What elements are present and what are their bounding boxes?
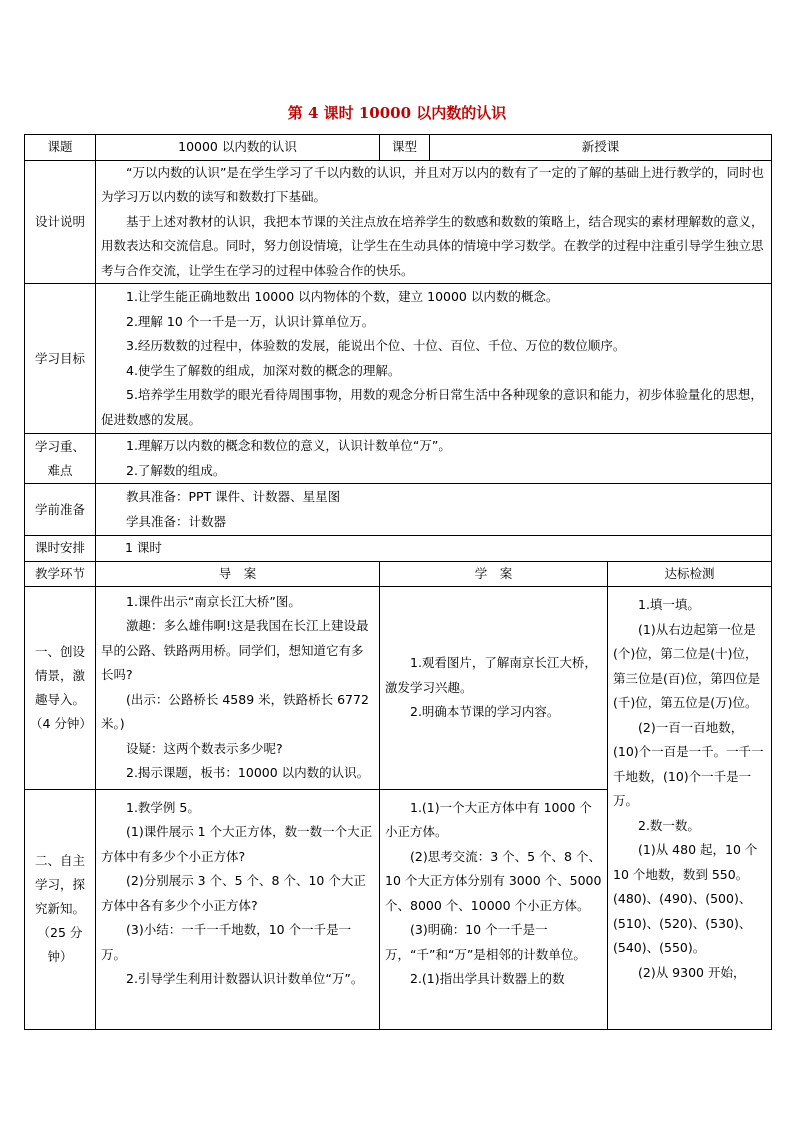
focus-content: [96, 434, 772, 484]
check-line: (480)、(490)、(500)、(510)、(520)、(530)、(540)、(550)。: [613, 891, 752, 955]
focus-item: 2.了解数的组成。: [126, 462, 226, 478]
guide-line: (1)课件展示 1 个大正方体，数一数一个大正方体中有多少个小正方体?: [101, 824, 373, 864]
stage1-label: 一、创设情景，激趣导入。（4 分钟）: [25, 587, 96, 790]
prep-label: 学前准备: [25, 484, 96, 536]
study-line: 2.(1)指出学具计数器上的数: [410, 971, 565, 987]
schedule-label: 课时安排: [25, 536, 96, 562]
guide-line: 2.揭示课题，板书：10000 以内数的认识。: [126, 765, 370, 781]
stage2-label: 二、自主学习，探究新知。（25 分钟）: [25, 789, 96, 1029]
guide-line: (出示：公路桥长 4589 米，铁路桥长 6772 米。): [101, 691, 369, 732]
design-paragraph: 基于上述对教材的认识，我把本节课的关注点放在培养学生的数感和数数的策略上，结合现实的素材理解数的意义，用数表达和交流信息。同时，努力创设情境，让学生在生动具体的情境中学习数学。在教学的过程中注重引导学生独立思考与合作交流，让学生在学习的过程中体验合作的快乐。: [101, 213, 764, 278]
guide-line: (2)分别展示 3 个、5 个、8 个、10 个大正方体中各有多少个小正方体?: [101, 873, 366, 913]
check-line: 1.填一填。: [638, 597, 700, 612]
guide-line: 激趣：多么雄伟啊!这是我国在长江上建设最早的公路、铁路两用桥。同学们，想知道它有多长吗?: [101, 618, 369, 683]
study-line: 1.(1)一个大正方体中有 1000 个小正方体。: [385, 799, 592, 840]
prep-item: 教具准备：PPT 课件、计数器、星星图: [126, 489, 341, 504]
prep-item: 学具准备：计数器: [126, 513, 227, 529]
header-study: 学 案: [380, 561, 608, 587]
design-content: [96, 160, 772, 284]
goal-item: 5.培养学生用数学的眼光看待周围事物，用数的观念分析日常生活中各种现象的意识和能力，初步体验量化的思想，促进数感的发展。: [101, 387, 763, 427]
type-label: 课型: [380, 135, 430, 161]
schedule-text: 1 课时: [125, 540, 162, 555]
stage2-study-content: [385, 790, 602, 1026]
focus-item: 1.理解万以内数的概念和数位的意义，认识计数单位“万”。: [126, 438, 451, 453]
check-content: [613, 587, 766, 1029]
stage2-study: [380, 789, 608, 1029]
check-line: (2)从 9300 开始，: [638, 964, 746, 980]
study-line: 2.明确本节课的学习内容。: [410, 704, 560, 720]
goal-item: 1.让学生能正确地数出 10000 以内物体的个数，建立 10000 以内数的概念。: [126, 289, 559, 304]
check-line: (1)从 480 起，10 个 10 个地数，数到 550。: [613, 842, 758, 882]
header-stage: 教学环节: [25, 561, 96, 587]
design-label: 设计说明: [25, 160, 96, 284]
topic-label: 课题: [25, 135, 96, 161]
check-column: [608, 587, 772, 1030]
guide-line: (3)小结：一千一千地数，10 个一千是一万。: [101, 922, 352, 962]
header-check: 达标检测: [608, 561, 772, 587]
study-line: (3)明确：10 个一千是一万，“千”和“万”是相邻的计数单位。: [385, 922, 586, 962]
study-line: 1.观看图片，了解南京长江大桥，激发学习兴趣。: [385, 655, 597, 695]
goals-label: 学习目标: [25, 284, 96, 434]
focus-label: 学习重、难点: [25, 434, 96, 484]
prep-content: [96, 484, 772, 536]
goals-content: [96, 284, 772, 434]
guide-line: 1.教学例 5。: [126, 799, 200, 815]
check-line: (2)一百一百地数，(10)个一百是一千。一千一千地数，(10)个一千是一万。: [613, 719, 764, 808]
goal-item: 2.理解 10 个一千是一万，认识计算单位万。: [126, 313, 375, 329]
design-paragraph: “万以内数的认识”是在学生学习了千以内数的认识，并且对万以内的数有了一定的了解的基础上进行教学的，同时也为学习万以内数的读写和数数打下基础。: [101, 164, 764, 204]
topic-value: 10000 以内数的认识: [96, 135, 380, 161]
goal-item: 3.经历数数的过程中，体验数的发展，能说出个位、十位、百位、千位、万位的数位顺序。: [126, 338, 626, 353]
stage2-guide-content: [101, 790, 374, 1026]
page-title: 第 4 课时 10000 以内数的认识: [287, 104, 507, 122]
guide-line: 设疑：这两个数表示多少呢?: [126, 740, 283, 756]
check-line: (1)从右边起第一位是(个)位，第二位是(十)位，第三位是(百)位，第四位是(千)位，第五位是(万)位。: [613, 621, 761, 710]
header-guide: 导 案: [96, 561, 380, 587]
schedule-value: [96, 536, 772, 562]
stage1-guide: [96, 587, 380, 790]
goal-item: 4.使学生了解数的组成，加深对数的概念的理解。: [126, 362, 401, 378]
guide-line: 2.引导学生利用计数器认识计数单位“万”。: [126, 971, 364, 987]
stage2-guide: [96, 789, 380, 1029]
check-line: 2.数一数。: [638, 817, 700, 833]
guide-line: 1.课件出示“南京长江大桥”图。: [126, 593, 301, 609]
type-value: 新授课: [430, 135, 772, 161]
stage1-study: [380, 587, 608, 790]
lesson-plan-table: [24, 134, 772, 1030]
study-line: (2)思考交流：3 个、5 个、8 个、10 个大正方体分别有 3000 个、5000 个、8000 个、10000 个小正方体。: [385, 848, 602, 913]
